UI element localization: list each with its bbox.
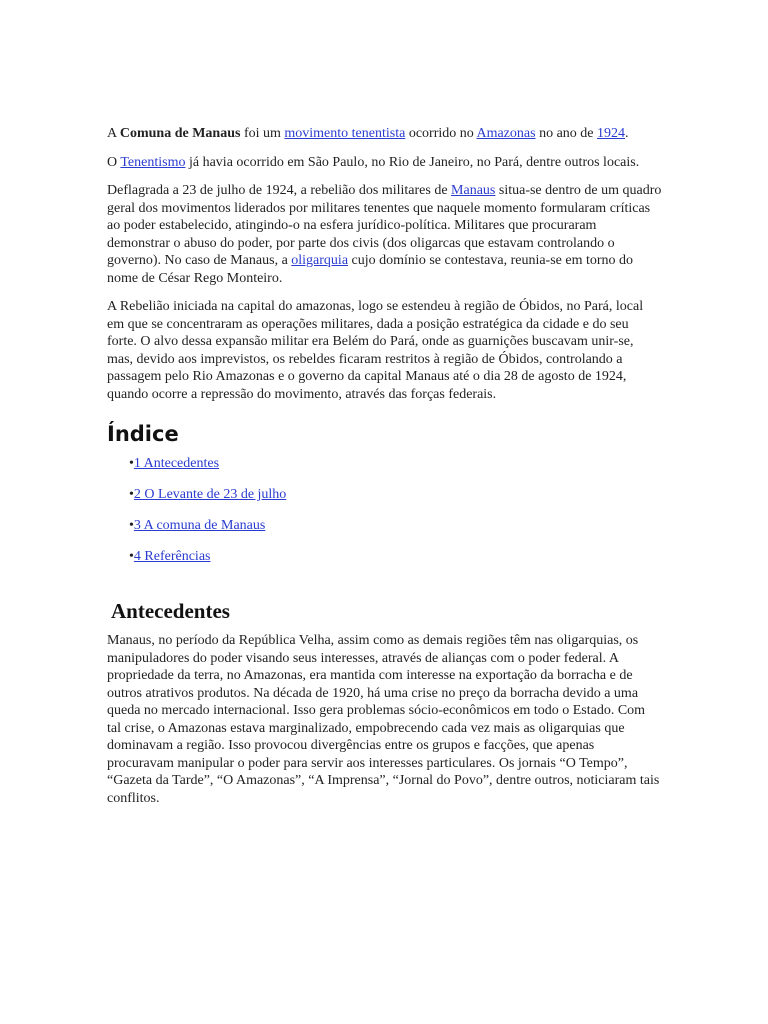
- toc-item: [129, 455, 662, 473]
- link-manaus[interactable]: Manaus: [451, 183, 496, 198]
- intro-paragraph-1: [107, 125, 662, 143]
- article-body: [107, 125, 662, 818]
- toc-link-levante[interactable]: 2 O Levante de 23 de julho: [133, 487, 287, 502]
- text: foi um: [240, 126, 285, 141]
- text: .: [625, 126, 629, 141]
- text: Deflagrada a 23 de julho de 1924, a rebelião dos militares de: [107, 183, 452, 198]
- article-subject: Comuna de Manaus: [119, 126, 241, 141]
- antecedentes-paragraph: Manaus, no período da República Velha, assim como as demais regiões têm nas oligarquias, os manipuladores do poder visando seus interesses, através de alianças com o poder federal. A propriedade da terra, no Amazonas, era mantida com interesse na exportação da borracha e de outros atrativos produtos. Na década de 1920, há uma crise no preço da borracha devido a uma queda no mercado internacional. Isso gera problemas sócio-econômicos em todo o Estado. Com tal crise, o Amazonas estava marginalizado, empobrecendo cada vez mais as oligarquias que dominavam a região. Isso provocou divergências entre os grupos e facções, que apenas procuravam manipular o poder para servir aos interesses particulares. Os jornais “O Tempo”, “Gazeta da Tarde”, “O Amazonas”, “A Imprensa”, “Jornal do Povo”, dentre outros, noticiaram tais conflitos.: [107, 633, 660, 806]
- toc-item: [129, 517, 662, 535]
- toc-item: [129, 486, 662, 504]
- link-tenentismo[interactable]: Tenentismo: [120, 154, 186, 170]
- text: situa-se dentro de um quadro geral dos movimentos liderados por militares tenentes que naquele momento formularam críticas ao poder estabelecido, atingindo-o na esfera jurídico-política. Militares que procuraram demonstrar o abuso do poder, por parte dos civis (dos oligarcas que estavam controlando o governo). No caso de Manaus, a: [107, 183, 662, 268]
- text: O: [107, 154, 121, 170]
- toc-item: [129, 548, 662, 566]
- text: ocorrido no: [405, 126, 477, 141]
- toc-link-comuna[interactable]: 3 A comuna de Manaus: [133, 518, 266, 533]
- bullet-icon: •: [129, 456, 134, 471]
- link-oligarquia[interactable]: oligarquia: [291, 253, 349, 268]
- intro-paragraph-3: [107, 182, 662, 287]
- link-movimento-tenentista[interactable]: movimento tenentista: [284, 126, 406, 141]
- intro-paragraph-4: A Rebelião iniciada na capital do amazonas, logo se estendeu à região de Óbidos, no Pará, local em que se concentraram as operações militares, dada a posição estratégica da cidade e do seu forte. O alvo dessa expansão militar era Belém do Pará, onde as guarnições buscavam unir-se, mas, devido aos imprevistos, os rebeldes ficaram restritos à região de Óbidos, controlando a passagem pelo Rio Amazonas e o governo da capital Manaus até o dia 28 de agosto de 1924, quando ocorre a repressão do movimento, através das forças federais.: [107, 299, 644, 402]
- table-of-contents: [107, 455, 662, 566]
- bullet-icon: •: [129, 549, 134, 564]
- link-1924[interactable]: 1924: [597, 126, 625, 141]
- toc-link-antecedentes[interactable]: 1 Antecedentes: [133, 456, 220, 471]
- toc-title: Índice: [107, 422, 179, 446]
- bullet-icon: •: [129, 487, 134, 502]
- toc-link-referencias[interactable]: 4 Referências: [133, 549, 211, 564]
- text: no ano de: [535, 126, 597, 141]
- intro-paragraph-2: [107, 154, 662, 172]
- text: A: [107, 126, 120, 141]
- section-title-antecedentes: Antecedentes: [111, 599, 230, 623]
- text: já havia ocorrido em São Paulo, no Rio de Janeiro, no Pará, dentre outros locais.: [185, 154, 640, 170]
- bullet-icon: •: [129, 518, 134, 533]
- text: cujo domínio se contestava, reunia-se em torno do nome de César Rego Monteiro.: [107, 253, 634, 286]
- link-amazonas[interactable]: Amazonas: [476, 126, 536, 141]
